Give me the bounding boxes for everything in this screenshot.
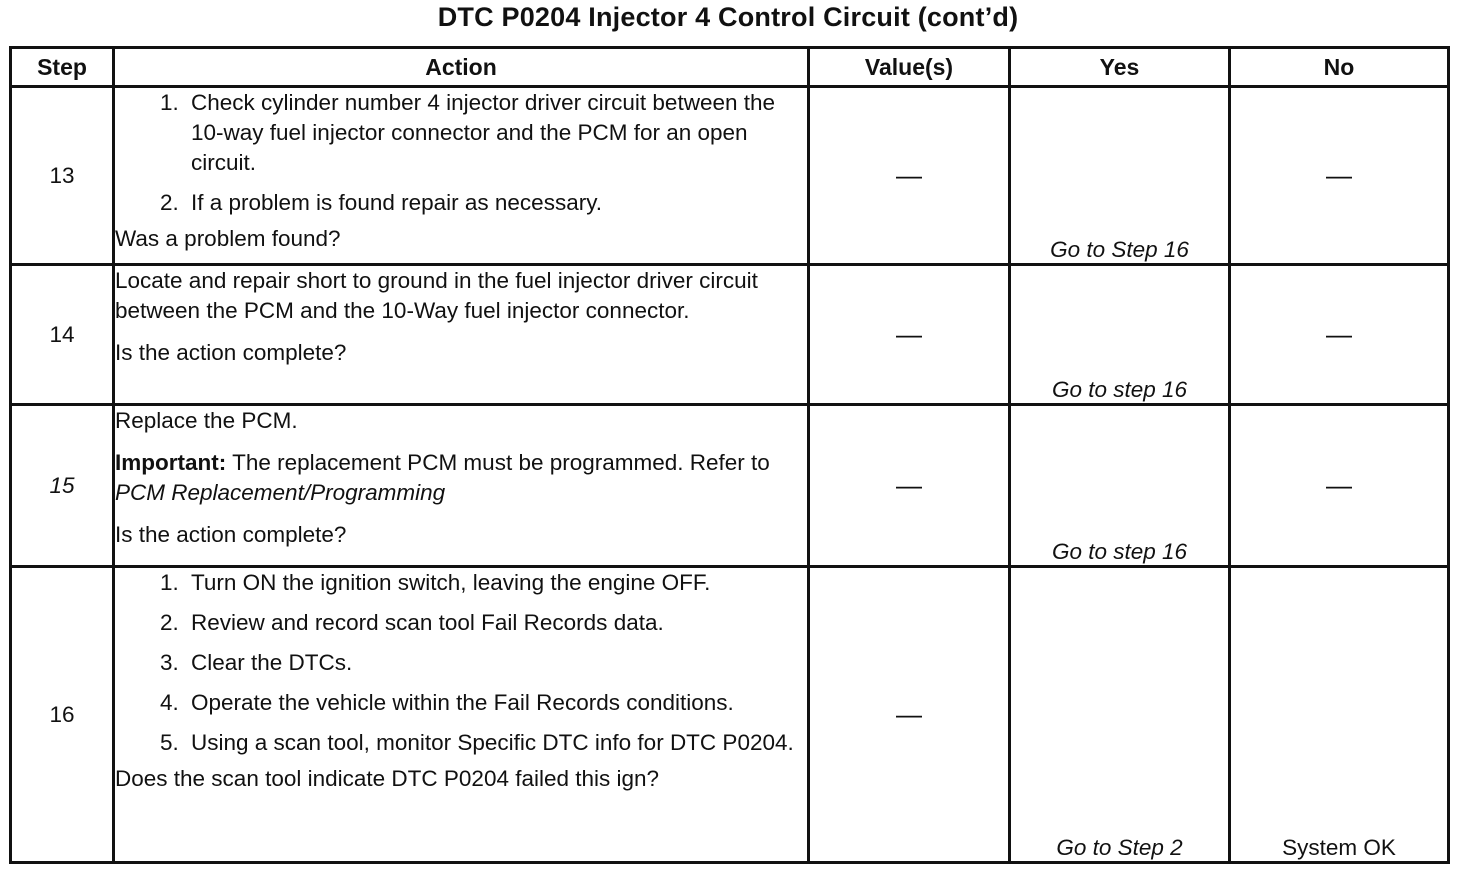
action-cell [114,567,809,863]
action-question: Does the scan tool indicate DTC P0204 failed this ign? [115,766,660,791]
value-cell: — [809,87,1010,265]
yes-goto: Go to Step 16 [1050,237,1189,262]
important-label: Important: [115,450,227,475]
header-action: Action [114,48,809,87]
action-text: Locate and repair short to ground in the fuel injector driver circuit between the PCM and the 10-Way fuel injector connector. [115,268,758,323]
header-step: Step [11,48,114,87]
important-text: The replacement PCM must be programmed. Refer to [226,450,770,475]
yes-goto: Go to step 16 [1051,377,1188,402]
header-row [11,48,1449,87]
step-number: 14 [11,265,114,405]
no-cell: System OK [1230,567,1449,863]
action-question: Was a problem found? [115,226,341,251]
yes-cell [1010,87,1230,265]
value-cell: — [809,405,1010,567]
action-cell [114,87,809,265]
table-row [11,405,1449,567]
table-row [11,265,1449,405]
action-steps-list [115,88,807,218]
value-cell: — [809,265,1010,405]
list-item: 1. Turn ON the ignition switch, leaving the engine OFF. [185,568,807,598]
action-cell [114,405,809,567]
important-note [115,448,807,508]
step-number: 16 [11,567,114,863]
action-question: Is the action complete? [115,340,347,365]
list-item: 2. Review and record scan tool Fail Records data. [185,608,807,638]
header-no: No [1230,48,1449,87]
value-cell: — [809,567,1010,863]
reference-link[interactable]: PCM Replacement/Programming [115,480,446,505]
no-cell: — [1230,405,1449,567]
header-yes: Yes [1010,48,1230,87]
list-item: 4. Operate the vehicle within the Fail Records conditions. [185,688,807,718]
list-item: 3. Clear the DTCs. [185,648,807,678]
action-question: Is the action complete? [115,522,347,547]
list-item: 2. If a problem is found repair as necessary. [185,188,807,218]
table-row [11,567,1449,863]
action-text: Replace the PCM. [115,408,298,433]
no-cell: — [1230,87,1449,265]
yes-goto: Go to Step 2 [1056,835,1183,860]
action-steps-list [115,568,807,758]
action-cell [114,265,809,405]
step-number: 15 [11,405,114,567]
step-number: 13 [11,87,114,265]
yes-goto: Go to step 16 [1051,539,1188,564]
yes-cell [1010,265,1230,405]
list-item: 5. Using a scan tool, monitor Specific DTC info for DTC P0204. [185,728,807,758]
header-values: Value(s) [809,48,1010,87]
yes-cell [1010,567,1230,863]
yes-cell [1010,405,1230,567]
list-item: 1. Check cylinder number 4 injector driver circuit between the 10-way fuel injector connector and the PCM for an open circuit. [185,88,807,178]
page-title: DTC P0204 Injector 4 Control Circuit (cont’d) [437,2,1019,32]
table-row [11,87,1449,265]
no-cell: — [1230,265,1449,405]
diagnostic-table [9,46,1450,864]
